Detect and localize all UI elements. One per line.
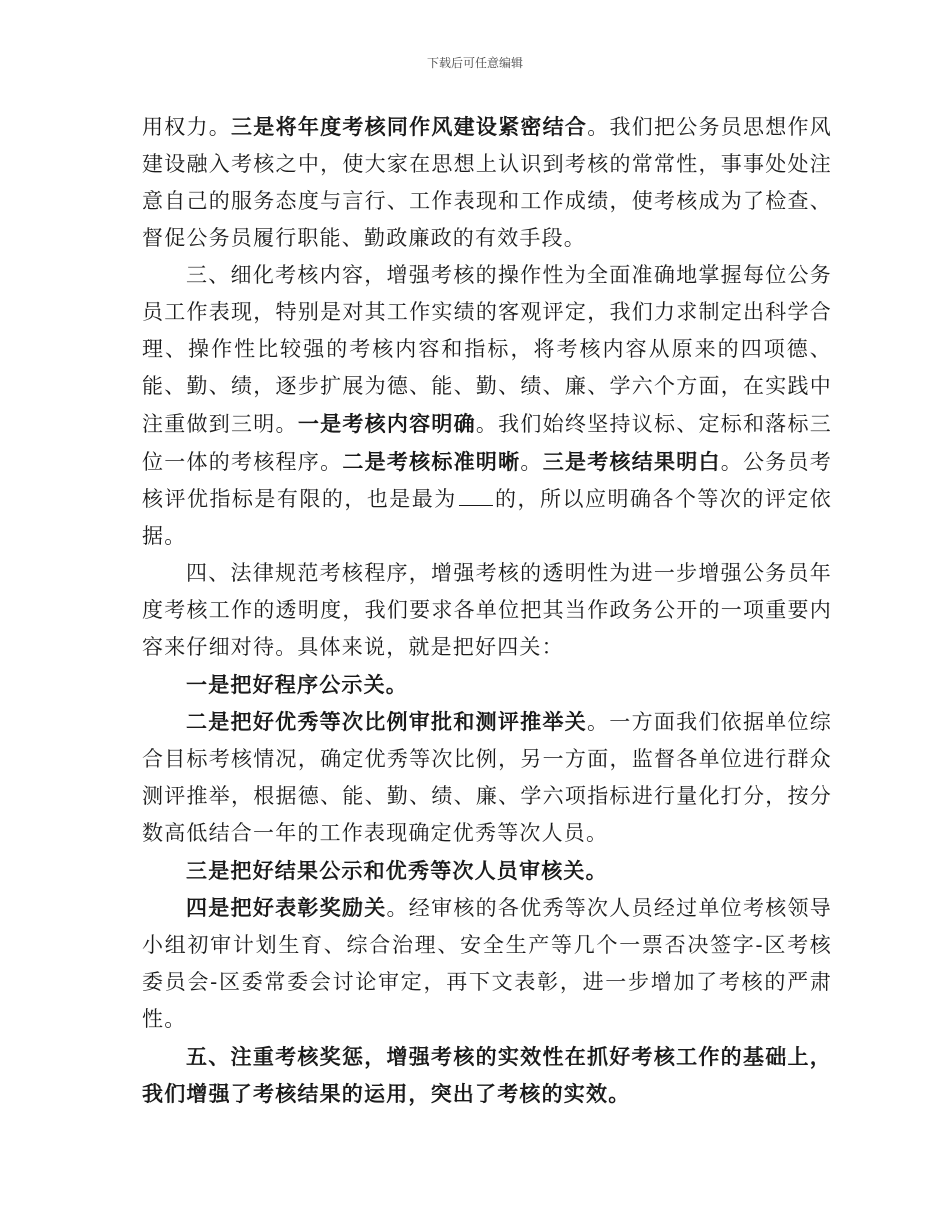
p7-text-b: 。经审核的各优秀等次人员经过单位考核领导小组初审计划生育、综合治理、安全生产等几个一票否决签字-区考核委员会-区委常委会讨论审定，再下文表彰，进一步增加了考核的严肃性。: [142, 896, 832, 1031]
fill-blank: [459, 504, 493, 506]
paragraph-4: 一是把好程序公示关。: [186, 672, 408, 697]
p1-text-c: 。我们把公务员思想作风建设融入考核之中，使大家在思想上认识到考核的常常性，事事处处注意自己的服务态度与言行、工作表现和工作成绩，使考核成为了检查、督促公务员履行职能、勤政廉政的有效手段。: [142, 115, 832, 250]
p5-bold-heading: 二是把好优秀等次比例审批和测评推举关: [186, 709, 588, 734]
paragraph-1: [142, 108, 832, 257]
p2-text-a: 三、细化考核内容，增强考核的操作性为全面准确地掌握每位公务员工作表现，特别是对其工作实绩的客观评定，我们力求制定出科学合理、操作性比较强的考核内容和指标，将考核内容从原来的四项德、能、勤、绩，逐步扩展为德、能、勤、绩、廉、学六个方面，在实践中注重做到三明。: [142, 263, 832, 436]
document-body: [142, 108, 832, 1112]
paragraph-2: [142, 257, 832, 555]
p2-text-c: 。我们始终坚持议标、定标和落标三位一体的考核程序。: [142, 412, 832, 474]
p1-bold-heading: 三是将年度考核同作风建设紧密结合: [231, 114, 588, 139]
paragraph-6: 三是把好结果公示和优秀等次人员审核关。: [186, 858, 608, 883]
p2-bold-2: 二是考核标准明晰: [342, 449, 521, 474]
p2-text-e: 。: [520, 450, 543, 474]
p2-bold-3: 三是考核结果明白: [542, 449, 721, 474]
paragraph-3: 四、法律规范考核程序，增强考核的透明性为进一步增强公务员年度考核工作的透明度，我们要求各单位把其当作政务公开的一项重要内容来仔细对待。具体来说，就是把好四关：: [142, 561, 832, 659]
page-header: 下载后可任意编辑: [426, 56, 523, 70]
p2-bold-1: 一是考核内容明确: [297, 411, 476, 436]
paragraph-5: [142, 703, 832, 852]
p7-bold-heading: 四是把好表彰奖励关: [186, 895, 387, 920]
p1-text-a: 用权力。: [142, 115, 232, 139]
paragraph-7: [142, 889, 832, 1038]
p2-text-h: 的，所以应明确各个等次的评定依据。: [142, 487, 832, 548]
p5-text-b: 。一方面我们依据单位综合目标考核情况，确定优秀等次比例，另一方面，监督各单位进行群众测评推举，根据德、能、勤、绩、廉、学六项指标进行量化打分，按分数高低结合一年的工作表现确定优秀等次人员。: [142, 710, 832, 845]
paragraph-8: 五、注重考核奖惩，增强考核的实效性在抓好考核工作的基础上，我们增强了考核结果的运用，突出了考核的实效。: [142, 1044, 832, 1106]
p2-text-g: 。公务员考核评优指标是有限的，也是最为: [142, 450, 833, 511]
